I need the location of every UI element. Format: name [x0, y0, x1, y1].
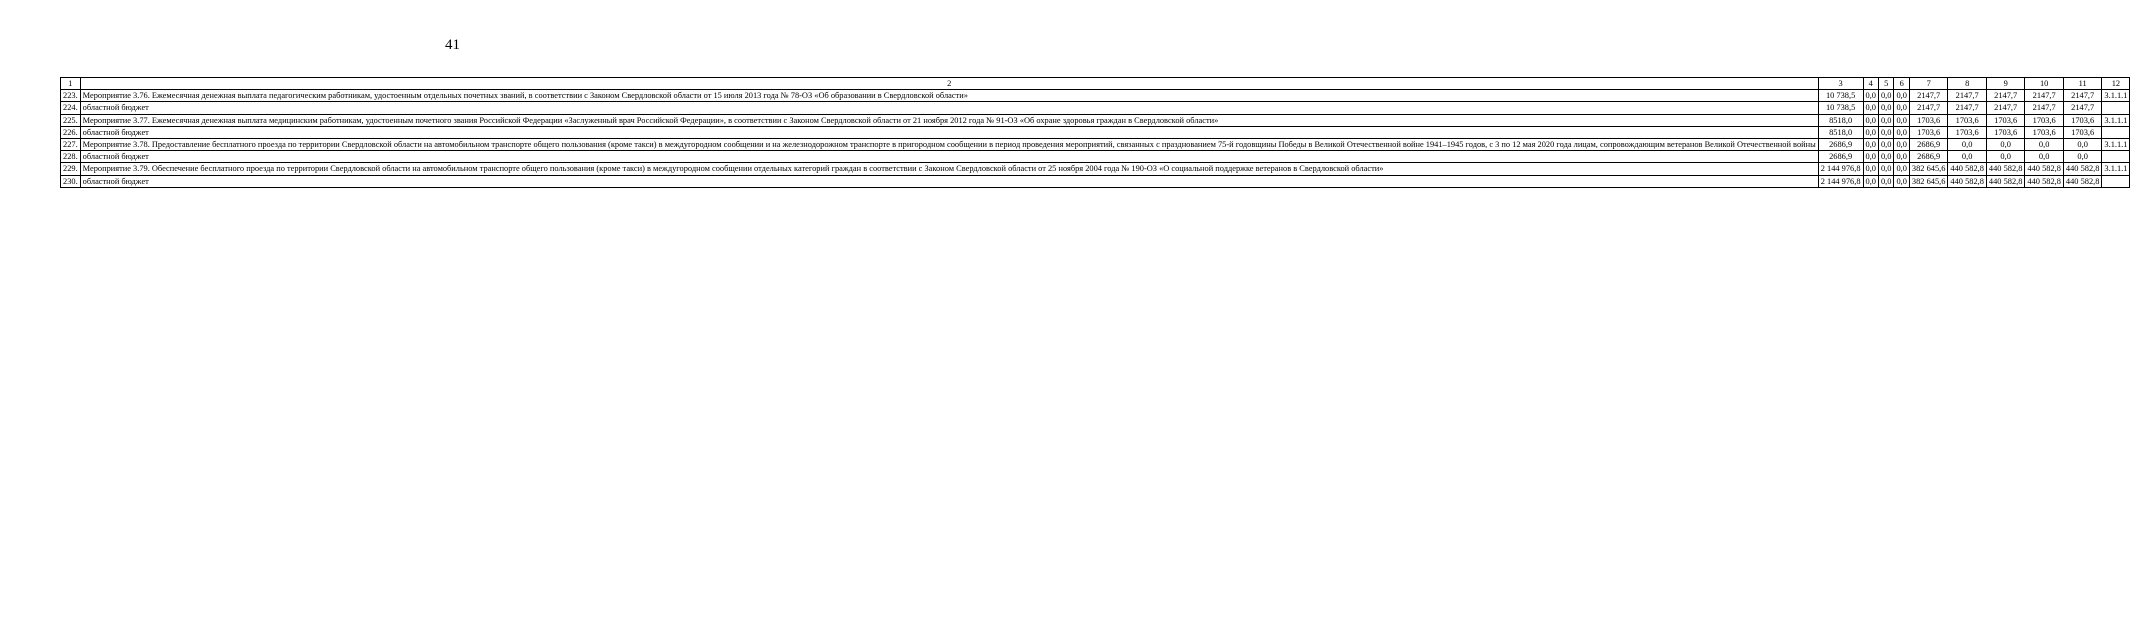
row-value: 2686,9	[1909, 151, 1948, 163]
row-value: 2147,7	[2025, 90, 2064, 102]
row-value: 0,0	[1894, 102, 1909, 114]
row-value: 0,0	[1948, 151, 1987, 163]
row-value: 2147,7	[1909, 90, 1948, 102]
row-description: Мероприятие 3.78. Предоставление бесплатного проезда по территории Свердловской области на автомобильном транспорте общего пользования (кроме такси) в междугородном сообщении и на железнодорожном транспорте в пригородном сообщении в период проведения мероприятий, связанных с празднованием 75-й годовщины Победы в Великой Отечественной войне 1941–1945 годов, с 3 по 12 мая 2020 года лицам, сопровождающим ветеранов Великой Отечественной войны	[80, 139, 1818, 151]
row-number: 224.	[61, 102, 81, 114]
page-number: 41	[445, 37, 460, 53]
row-value: 0,0	[1863, 90, 1878, 102]
row-code	[2102, 151, 2130, 163]
row-value: 440 582,8	[2025, 163, 2064, 175]
row-value: 0,0	[1878, 175, 1893, 187]
row-value: 0,0	[1878, 126, 1893, 138]
table-row	[61, 114, 2130, 126]
row-code: 3.1.1.1	[2102, 139, 2130, 151]
row-value: 0,0	[1894, 114, 1909, 126]
column-header: 12	[2102, 78, 2130, 90]
column-header: 1	[61, 78, 81, 90]
row-number: 230.	[61, 175, 81, 187]
column-header: 3	[1818, 78, 1863, 90]
row-value: 0,0	[1863, 114, 1878, 126]
row-value: 382 645,6	[1909, 175, 1948, 187]
header-row	[61, 78, 2130, 90]
row-value: 0,0	[1863, 139, 1878, 151]
row-value: 0,0	[2063, 151, 2102, 163]
row-value: 2 144 976,8	[1818, 175, 1863, 187]
row-value: 0,0	[1986, 151, 2025, 163]
row-value: 2147,7	[1948, 102, 1987, 114]
row-value: 2 144 976,8	[1818, 163, 1863, 175]
row-description: областной бюджет	[80, 102, 1818, 114]
row-value: 1703,6	[2025, 126, 2064, 138]
row-value: 0,0	[1863, 126, 1878, 138]
row-value: 0,0	[1878, 163, 1893, 175]
row-description: Мероприятие 3.76. Ежемесячная денежная выплата педагогическим работникам, удостоенным отдельных почетных званий, в соответствии с Законом Свердловской области от 15 июля 2013 года № 78-ОЗ «Об образовании в Свердловской области»	[80, 90, 1818, 102]
row-code	[2102, 126, 2130, 138]
row-value: 0,0	[1878, 151, 1893, 163]
budget-table	[60, 77, 2130, 188]
row-value: 0,0	[1878, 90, 1893, 102]
row-value: 1703,6	[2063, 126, 2102, 138]
row-value: 2686,9	[1818, 139, 1863, 151]
row-number: 223.	[61, 90, 81, 102]
row-value: 8518,0	[1818, 126, 1863, 138]
row-value: 0,0	[1894, 175, 1909, 187]
row-value: 440 582,8	[1948, 163, 1987, 175]
row-value: 0,0	[1863, 163, 1878, 175]
row-value: 440 582,8	[1948, 175, 1987, 187]
column-header: 2	[80, 78, 1818, 90]
column-header: 10	[2025, 78, 2064, 90]
row-value: 0,0	[1948, 139, 1987, 151]
row-value: 0,0	[1863, 102, 1878, 114]
column-header: 7	[1909, 78, 1948, 90]
row-code: 3.1.1.1	[2102, 90, 2130, 102]
row-value: 0,0	[1894, 151, 1909, 163]
row-code: 3.1.1.1	[2102, 163, 2130, 175]
row-value: 2147,7	[1986, 90, 2025, 102]
row-value: 0,0	[1894, 126, 1909, 138]
table-row	[61, 151, 2130, 163]
row-value: 0,0	[2025, 139, 2064, 151]
row-value: 2686,9	[1818, 151, 1863, 163]
table-row	[61, 102, 2130, 114]
row-value: 440 582,8	[2063, 175, 2102, 187]
row-value: 0,0	[1894, 163, 1909, 175]
row-value: 1703,6	[1909, 126, 1948, 138]
column-header: 8	[1948, 78, 1987, 90]
row-value: 0,0	[1863, 175, 1878, 187]
row-value: 440 582,8	[2063, 163, 2102, 175]
row-value: 2147,7	[2063, 102, 2102, 114]
row-value: 0,0	[2025, 151, 2064, 163]
table-row	[61, 90, 2130, 102]
row-code: 3.1.1.1	[2102, 114, 2130, 126]
row-value: 1703,6	[1986, 114, 2025, 126]
row-value: 1703,6	[1986, 126, 2025, 138]
row-value: 2147,7	[1909, 102, 1948, 114]
row-value: 0,0	[1878, 114, 1893, 126]
row-value: 0,0	[2063, 139, 2102, 151]
row-description: Мероприятие 3.77. Ежемесячная денежная выплата медицинским работникам, удостоенным почетного звания Российской Федерации «Заслуженный врач Российской Федерации», в соответствии с Законом Свердловской области от 21 ноября 2012 года № 91-ОЗ «Об охране здоровья граждан в Свердловской области»	[80, 114, 1818, 126]
table-body	[61, 90, 2130, 188]
row-value: 1703,6	[1909, 114, 1948, 126]
row-number: 228.	[61, 151, 81, 163]
row-code	[2102, 175, 2130, 187]
row-description: Мероприятие 3.79. Обеспечение бесплатного проезда по территории Свердловской области на автомобильном транспорте общего пользования (кроме такси) в междугородном сообщении отдельных категорий граждан в соответствии с Законом Свердловской области от 25 ноября 2004 года № 190-ОЗ «О социальной поддержке ветеранов в Свердловской области»	[80, 163, 1818, 175]
row-value: 0,0	[1878, 139, 1893, 151]
row-value: 0,0	[1863, 151, 1878, 163]
row-value: 2147,7	[2063, 90, 2102, 102]
column-header: 6	[1894, 78, 1909, 90]
column-header: 4	[1863, 78, 1878, 90]
table-row	[61, 163, 2130, 175]
row-number: 226.	[61, 126, 81, 138]
column-header: 9	[1986, 78, 2025, 90]
row-description: областной бюджет	[80, 175, 1818, 187]
row-value: 2147,7	[1948, 90, 1987, 102]
row-value: 2147,7	[2025, 102, 2064, 114]
row-code	[2102, 102, 2130, 114]
row-description: областной бюджет	[80, 126, 1818, 138]
row-description: областной бюджет	[80, 151, 1818, 163]
table-row	[61, 139, 2130, 151]
row-value: 1703,6	[1948, 114, 1987, 126]
column-header: 11	[2063, 78, 2102, 90]
row-value: 10 738,5	[1818, 90, 1863, 102]
row-value: 2147,7	[1986, 102, 2025, 114]
row-value: 0,0	[1878, 102, 1893, 114]
row-value: 1703,6	[2063, 114, 2102, 126]
table-row	[61, 126, 2130, 138]
row-value: 1703,6	[1948, 126, 1987, 138]
row-value: 1703,6	[2025, 114, 2064, 126]
row-value: 382 645,6	[1909, 163, 1948, 175]
row-value: 440 582,8	[2025, 175, 2064, 187]
row-value: 440 582,8	[1986, 175, 2025, 187]
row-number: 227.	[61, 139, 81, 151]
row-value: 0,0	[1894, 139, 1909, 151]
table-row	[61, 175, 2130, 187]
row-value: 8518,0	[1818, 114, 1863, 126]
row-number: 225.	[61, 114, 81, 126]
row-number: 229.	[61, 163, 81, 175]
row-value: 0,0	[1986, 139, 2025, 151]
row-value: 10 738,5	[1818, 102, 1863, 114]
column-header: 5	[1878, 78, 1893, 90]
row-value: 2686,9	[1909, 139, 1948, 151]
row-value: 0,0	[1894, 90, 1909, 102]
row-value: 440 582,8	[1986, 163, 2025, 175]
